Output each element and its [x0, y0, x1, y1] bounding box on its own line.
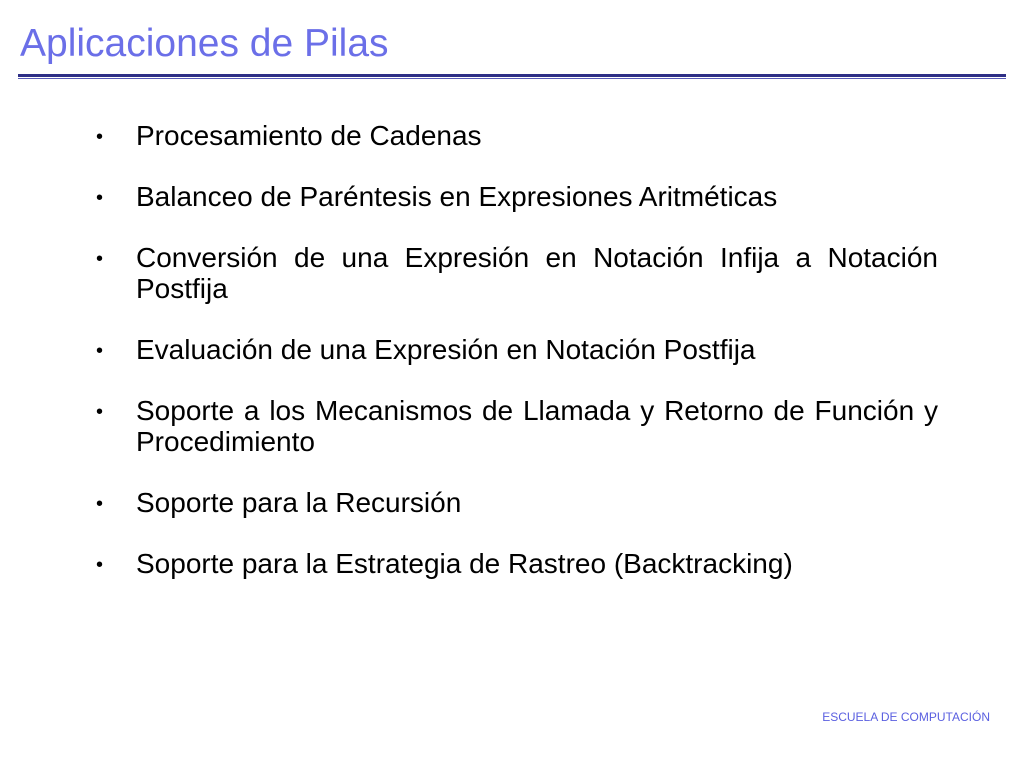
bullet-icon: •	[96, 126, 104, 148]
title-underline	[18, 74, 1006, 77]
bullet-text: Soporte para la Recursión	[136, 487, 462, 518]
bullet-item	[96, 334, 938, 365]
bullet-item	[96, 181, 938, 212]
slide-title: Aplicaciones de Pilas	[20, 22, 389, 65]
title-underline-thin	[18, 78, 1006, 79]
bullet-text: Balanceo de Paréntesis en Expresiones Aritméticas	[136, 181, 778, 212]
bullet-item	[96, 120, 938, 151]
bullet-text: Soporte a los Mecanismos de Llamada y Retorno de Función y Procedimiento	[136, 395, 938, 457]
bullet-item	[96, 242, 938, 304]
footer-text: ESCUELA DE COMPUTACIÓN	[822, 710, 990, 724]
bullet-text: Conversión de una Expresión en Notación Infija a Notación Postfija	[136, 242, 938, 304]
bullet-icon: •	[96, 187, 104, 209]
bullet-icon: •	[96, 493, 104, 515]
bullet-item	[96, 487, 938, 518]
bullet-icon: •	[96, 340, 104, 362]
bullet-icon: •	[96, 554, 104, 576]
bullet-icon: •	[96, 401, 104, 423]
bullet-item	[96, 395, 938, 457]
bullet-text: Soporte para la Estrategia de Rastreo (Backtracking)	[136, 548, 793, 579]
bullet-icon: •	[96, 248, 104, 270]
bullet-item	[96, 548, 938, 579]
bullet-list	[96, 120, 938, 609]
bullet-text: Procesamiento de Cadenas	[136, 120, 482, 151]
bullet-text: Evaluación de una Expresión en Notación Postfija	[136, 334, 756, 365]
